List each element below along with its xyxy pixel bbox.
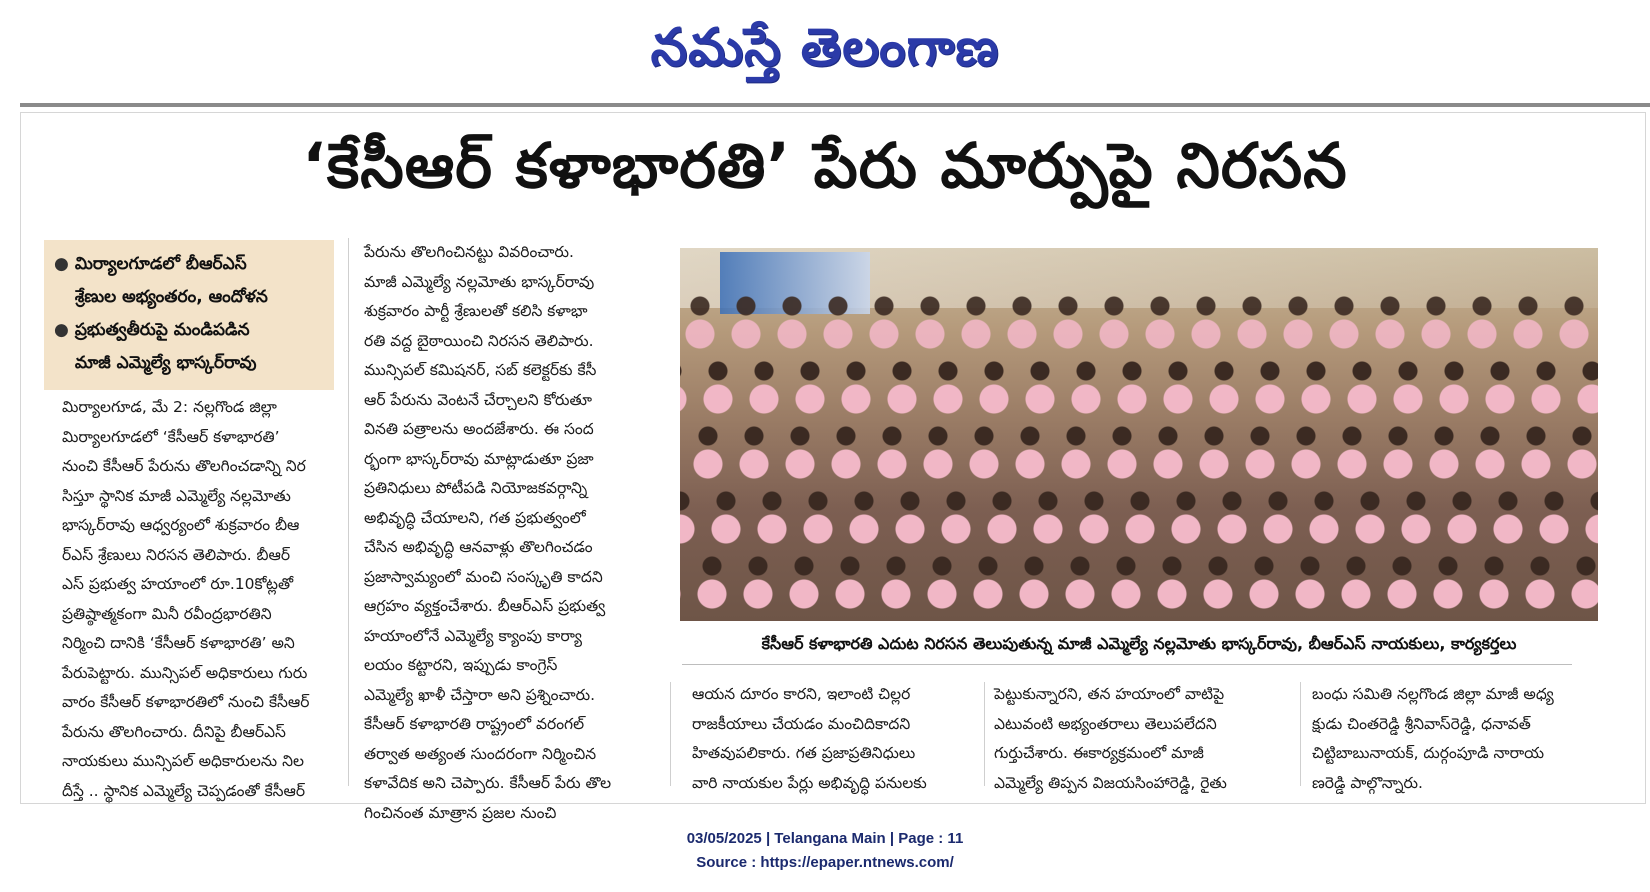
protest-photo	[680, 248, 1598, 621]
article-text-line: హితవుపలికారు. గత ప్రజాప్రతినిధులు	[692, 744, 916, 762]
article-text-line: తర్వాత అత్యంత సుందరంగా నిర్మించిన	[364, 744, 597, 763]
article-column-5	[1312, 680, 1602, 790]
article-text-line: క్షుడు చింతరెడ్డి శ్రీనివాస్‌రెడ్డి, ధనావత్	[1312, 714, 1531, 733]
highlight-line: ● మిర్యాలగూడలో బీఆర్‌ఎస్	[54, 254, 247, 274]
column-divider	[1300, 682, 1301, 786]
article-text-line: ఎమ్మెల్యే ఖాళీ చేస్తారా అని ప్రశ్నించారు.	[364, 685, 596, 704]
article-column-3	[692, 680, 974, 790]
masthead-rule	[20, 103, 1650, 107]
crowd-row	[680, 418, 1598, 488]
photo-caption: కేసీఆర్ కళాభారతి ఎదుట నిరసన తెలుపుతున్న మాజీ ఎమ్మెల్యే నల్లమోతు భాస్కర్‌రావు, బీఆర్‌ఎస్ నాయకులు, కార్యకర్తలు	[761, 634, 1517, 653]
article-text-line: నుంచి కేసీఆర్ పేరును తొలగించడాన్ని నిర	[62, 457, 306, 475]
article-text-line: మున్సిపల్ కమిషనర్, సబ్ కలెక్టర్‌కు కేసీ	[364, 361, 597, 379]
column-divider	[670, 682, 671, 786]
article-text-line: పెట్టుకున్నారని, తన హయాంలో వాటిపై	[994, 685, 1225, 703]
article-text-line: నిర్మించి దానికి ‘కేసీఆర్ కళాభారతి’ అని	[62, 634, 295, 652]
footer-date-edition: 03/05/2025 | Telangana Main | Page : 11	[686, 830, 964, 847]
article-column-2	[364, 238, 654, 822]
highlight-line: మాజీ ఎమ్మెల్యే భాస్కర్‌రావు	[74, 353, 257, 373]
article-text-line: ఆర్ పేరును వెంటనే చేర్చాలని కోరుతూ	[364, 390, 592, 409]
article-text-line: ప్రతిష్ఠాత్మకంగా మినీ రవీంద్రభారతిని	[62, 604, 272, 623]
bullet-icon: ●	[54, 320, 69, 340]
article-text-line: శుక్రవారం పార్టీ శ్రేణులతో కలిసి కళాభా	[364, 302, 588, 320]
crowd-row	[680, 288, 1598, 358]
caption-rule	[682, 664, 1572, 665]
article-text-line: గించినంత మాత్రాన ప్రజల నుంచి	[364, 803, 557, 822]
article-text-line: పేరును తొలగించినట్టు వివరించారు.	[364, 243, 574, 261]
column-divider	[348, 238, 349, 786]
article-text-line: అభివృద్ధి చేయాలని, గత ప్రభుత్వంలో	[364, 508, 586, 527]
article-text-line: చిట్టిబాబునాయక్, దుర్గంపూడి నారాయ	[1312, 744, 1545, 762]
column-divider	[984, 682, 985, 786]
article-headline: ‘కేసీఆర్ కళాభారతి’ పేరు మార్పుపై నిరసన	[302, 129, 1348, 202]
crowd-row	[680, 548, 1598, 618]
article-text-line: ఆయన దూరం కారని, ఇలాంటి చిల్లర	[692, 685, 911, 703]
crowd-row	[680, 483, 1598, 553]
article-text-line: ప్రతినిధులు పోటీపడి నియోజకవర్గాన్ని	[364, 479, 588, 497]
article-text-line: భాస్కర్‌రావు ఆధ్వర్యంలో శుక్రవారం బీఆ	[62, 516, 300, 534]
article-text-line: బంధు సమితి నల్లగొండ జిల్లా మాజీ అధ్య	[1312, 685, 1554, 703]
article-text-line: దీస్తే .. స్థానిక ఎమ్మెల్యే చెప్పడంతో కేసీఆర్	[62, 781, 306, 800]
article-text-line: మిర్యాలగూడలో ‘కేసీఆర్ కళాభారతి’	[62, 427, 280, 446]
article-text-line: మాజీ ఎమ్మెల్యే నల్లమోతు భాస్కర్‌రావు	[364, 272, 595, 291]
article-text-line: ఎమ్మెల్యే తిప్పన విజయసింహారెడ్డి, రైతు	[994, 773, 1227, 792]
crowd-row	[680, 353, 1598, 423]
newspaper-masthead: నమస్తే తెలంగాణ	[650, 18, 1000, 78]
article-text-line: పేరును తొలగించారు. దీనిపై బీఆర్‌ఎస్	[62, 722, 286, 741]
article-text-line: వారి నాయకుల పేర్లు అభివృద్ధి పనులకు	[692, 773, 927, 792]
article-text-line: గుర్తుచేశారు. ఈకార్యక్రమంలో మాజీ	[994, 744, 1204, 762]
article-text-line: వినతి పత్రాలను అందజేశారు. ఈ సంద	[364, 420, 594, 438]
article-column-1	[62, 393, 332, 800]
article-text-line: ఆగ్రహం వ్యక్తంచేశారు. బీఆర్‌ఎస్ ప్రభుత్వ	[364, 597, 606, 615]
highlight-line: శ్రేణుల అభ్యంతరం, ఆందోళన	[74, 287, 268, 307]
article-text-line: వారం కేసీఆర్ కళాభారతిలో నుంచి కేసీఆర్	[62, 693, 310, 711]
article-text-line: చేసిన అభివృద్ధి ఆనవాళ్లు తొలగించడం	[364, 538, 593, 556]
footer-source-link[interactable]: Source : https://epaper.ntnews.com/	[696, 854, 954, 871]
article-text-line: మిర్యాలగూడ, మే 2: నల్లగొండ జిల్లా	[62, 398, 277, 416]
article-text-line: ఎస్ ప్రభుత్వ హయాంలో రూ.10కోట్లతో	[62, 575, 294, 593]
bullet-icon: ●	[54, 254, 69, 274]
article-text-line: పేరుపెట్టారు. మున్సిపల్ అధికారులు గురు	[62, 663, 308, 682]
article-text-line: నాయకులు మున్సిపల్ అధికారులను నిల	[62, 752, 304, 770]
article-text-line: ర్భంగా భాస్కర్‌రావు మాట్లాడుతూ ప్రజా	[364, 449, 594, 468]
article-text-line: ణరెడ్డి పాల్గొన్నారు.	[1312, 773, 1423, 792]
article-text-line: లయం కట్టారని, ఇప్పుడు కాంగ్రెస్	[364, 656, 558, 674]
article-text-line: సిస్తూ స్థానిక మాజీ ఎమ్మెల్యే నల్లమోతు	[62, 486, 291, 505]
article-text-line: రతి వద్ద బైఠాయించి నిరసన తెలిపారు.	[364, 331, 594, 350]
article-text-line: ఎటువంటి అభ్యంతరాలు తెలుపలేదని	[994, 714, 1217, 733]
article-text-line: ప్రజాస్వామ్యంలో మంచి సంస్కృతి కాదని	[364, 567, 603, 586]
article-text-line: ర్‌ఎస్ శ్రేణులు నిరసన తెలిపారు. బీఆర్	[62, 545, 291, 564]
highlight-line: ● ప్రభుత్వతీరుపై మండిపడిన	[54, 320, 250, 340]
article-text-line: హయాంలోనే ఎమ్మెల్యే క్యాంపు కార్యా	[364, 626, 582, 645]
article-text-line: కళావేదిక అని చెప్పారు. కేసీఆర్ పేరు తొల	[364, 774, 612, 792]
article-column-4	[994, 680, 1284, 790]
article-text-line: రాజకీయాలు చేయడం మంచిదికాదని	[692, 714, 911, 733]
article-text-line: కేసీఆర్ కళాభారతి రాష్ట్రంలో వరంగల్	[364, 715, 585, 733]
highlight-box	[44, 240, 334, 390]
